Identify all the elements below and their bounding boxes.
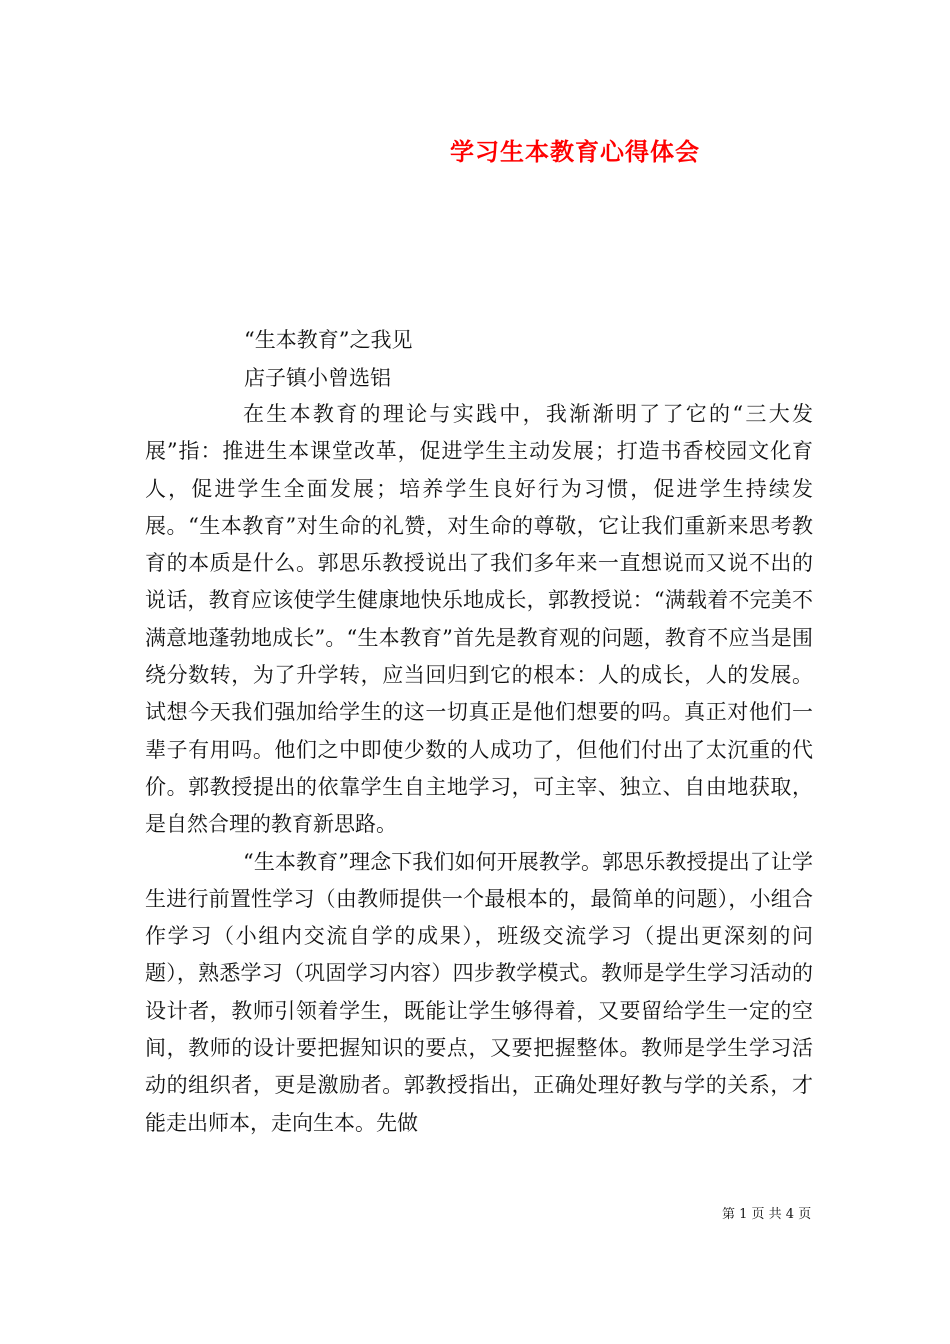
paragraph-1: 在生本教育的理论与实践中，我渐渐明了了它的“三大发展”指：推进生本课堂改革，促进学生主动发展；打造书香校园文化育人，促进学生全面发展；培养学生良好行为习惯，促进学生持续发展。“生本教育”对生命的礼赞，对生命的尊敬，它让我们重新来思考教育的本质是什么。郭思乐教授说出了我们多年来一直想说而又说不出的说话，教育应该使学生健康地快乐地成长，郭教授说：“满载着不完美不满意地蓬勃地成长”。“生本教育”首先是教育观的问题，教育不应当是围绕分数转，为了升学转，应当回归到它的根本：人的成长，人的发展。试想今天我们强加给学生的这一切真正是他们想要的吗。真正对他们一辈子有用吗。他们之中即使少数的人成功了，但他们付出了太沉重的代价。郭教授提出的依靠学生自主地学习，可主宰、独立、自由地获取，是自然合理的教育新思路。: [145, 402, 813, 837]
article-subtitle: “生本教育”之我见: [244, 328, 413, 352]
article-author: 店子镇小曾选铝: [244, 366, 391, 390]
article-body: [145, 396, 813, 1142]
document-title: 学习生本教育心得体会: [450, 137, 700, 166]
paragraph-2: “生本教育”理念下我们如何开展教学。郭思乐教授提出了让学生进行前置性学习（由教师提供一个最根本的，最简单的问题），小组合作学习（小组内交流自学的成果），班级交流学习（提出更深刻的问题），熟悉学习（巩固学习内容）四步教学模式。教师是学生学习活动的设计者，教师引领着学生，既能让学生够得着，又要留给学生一定的空间，教师的设计要把握知识的要点，又要把握整体。教师是学生学习活动的组织者，更是激励者。郭教授指出，正确处理好教与学的关系，才能走出师本，走向生本。先做: [145, 849, 813, 1135]
page-number-footer: 第 1 页 共 4 页: [722, 1207, 812, 1222]
